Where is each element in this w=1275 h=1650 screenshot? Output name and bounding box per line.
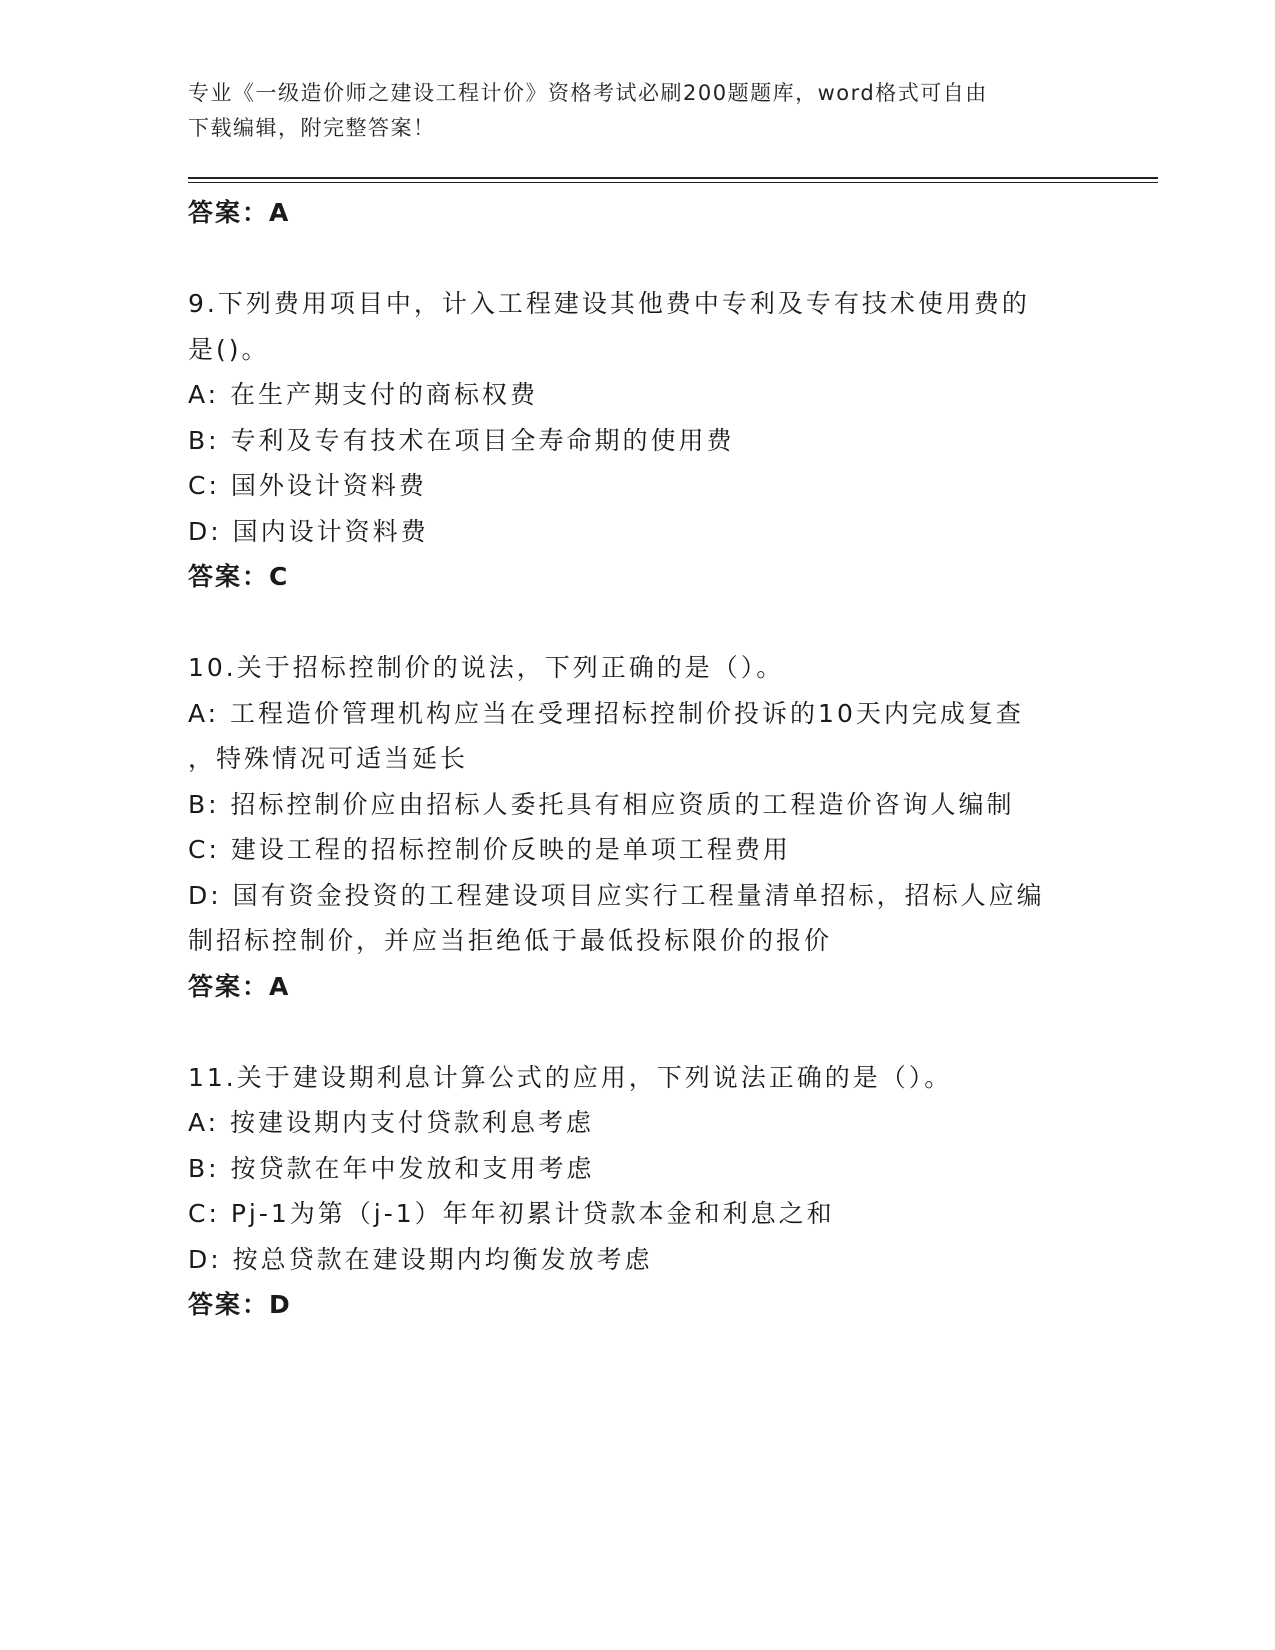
spacer <box>188 1009 1108 1055</box>
answer-line: 答案：C <box>188 562 290 591</box>
header-line-2: 下载编辑，附完整答案！ <box>188 116 436 140</box>
spacer <box>188 236 1108 282</box>
answer-line: 答案：A <box>188 198 291 227</box>
option-c: C: 国外设计资料费 <box>188 471 427 500</box>
option-b: B: 专利及专有技术在项目全寿命期的使用费 <box>188 425 735 455</box>
option-b: B: 招标控制价应由招标人委托具有相应资质的工程造价咨询人编制 <box>188 789 1015 819</box>
answer-line: 答案：D <box>188 1290 292 1319</box>
question-content <box>188 190 1108 1328</box>
question-block <box>188 1055 1108 1328</box>
option-d: D: 按总贷款在建设期内均衡发放考虑 <box>188 1244 653 1274</box>
option-a: A: 工程造价管理机构应当在受理招标控制价投诉的10天内完成复查 <box>188 698 1024 728</box>
document-header <box>188 76 1088 146</box>
question-stem: 是()。 <box>188 334 270 364</box>
option-c: C: 建设工程的招标控制价反映的是单项工程费用 <box>188 835 791 864</box>
option-a-continued: ，特殊情况可适当延长 <box>188 744 469 773</box>
header-divider-thick <box>188 177 1158 179</box>
spacer <box>188 600 1108 646</box>
option-d-continued: 制招标控制价，并应当拒绝低于最低投标限价的报价 <box>188 926 833 955</box>
question-block <box>188 645 1108 1009</box>
question-stem: 11.关于建设期利息计算公式的应用，下列说法正确的是（）。 <box>188 1062 953 1092</box>
answer-line: 答案：A <box>188 971 291 1001</box>
option-c: C: Pj-1为第（j-1）年年初累计贷款本金和利息之和 <box>188 1199 835 1228</box>
option-a: A: 按建设期内支付贷款利息考虑 <box>188 1108 595 1137</box>
question-block <box>188 281 1108 600</box>
option-b: B: 按贷款在年中发放和支用考虑 <box>188 1153 595 1183</box>
option-a: A: 在生产期支付的商标权费 <box>188 380 539 409</box>
question-stem: 10.关于招标控制价的说法，下列正确的是（）。 <box>188 653 785 682</box>
option-d: D: 国有资金投资的工程建设项目应实行工程量清单招标，招标人应编 <box>188 880 1045 910</box>
question-stem: 9.下列费用项目中，计入工程建设其他费中专利及专有技术使用费的 <box>188 289 1030 318</box>
option-d: D: 国内设计资料费 <box>188 516 429 546</box>
header-divider-thin <box>188 182 1158 183</box>
header-line-1: 专业《一级造价师之建设工程计价》资格考试必刷200题题库，word格式可自由 <box>188 81 988 105</box>
